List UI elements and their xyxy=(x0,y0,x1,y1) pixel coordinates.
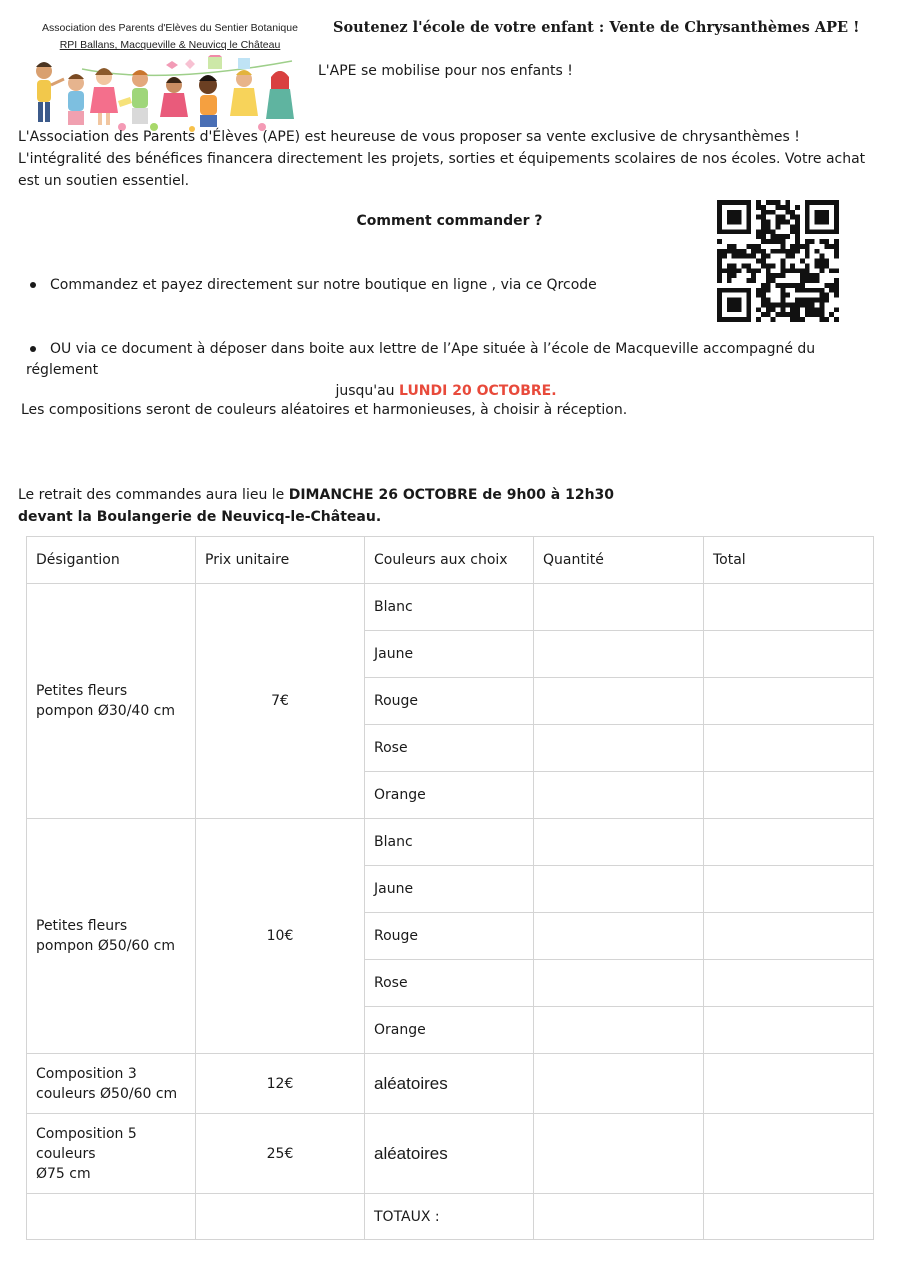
color-cell: Rose xyxy=(365,960,534,1007)
child-figure-4 xyxy=(118,70,148,124)
association-line-2: RPI Ballans, Macqueville & Neuvicq le Château xyxy=(59,39,281,51)
pickup-prefix: Le retrait des commandes aura lieu le xyxy=(18,487,289,503)
total-cell[interactable] xyxy=(704,819,874,866)
order-online-item xyxy=(26,277,597,293)
header-designation: Désigantion xyxy=(27,537,196,584)
quantity-cell[interactable] xyxy=(534,631,704,678)
quantity-cell[interactable] xyxy=(534,913,704,960)
empty-cell xyxy=(27,1194,196,1240)
intro-text xyxy=(18,126,878,192)
color-cell: Rouge xyxy=(365,913,534,960)
header-unit-price: Prix unitaire xyxy=(196,537,365,584)
total-cell[interactable] xyxy=(704,772,874,819)
quantity-cell[interactable] xyxy=(534,819,704,866)
page-title: Soutenez l'école de votre enfant : Vente de Chrysanthèmes APE ! xyxy=(333,19,860,36)
designation-cell: Petites fleurs pompon Ø50/60 cm xyxy=(27,819,196,1054)
how-to-order-heading: Comment commander ? xyxy=(356,213,543,229)
designation-cell: Composition 3 couleurs Ø50/60 cm xyxy=(27,1054,196,1114)
total-cell[interactable] xyxy=(704,1114,874,1194)
child-figure-7 xyxy=(230,70,258,116)
total-cell[interactable] xyxy=(704,1007,874,1054)
child-figure-5 xyxy=(160,77,188,117)
bullet-icon xyxy=(30,346,36,352)
table-row xyxy=(27,1054,874,1114)
quantity-cell[interactable] xyxy=(534,678,704,725)
color-cell: Jaune xyxy=(365,866,534,913)
quantity-cell[interactable] xyxy=(534,1007,704,1054)
header-quantity: Quantité xyxy=(534,537,704,584)
pickup-info xyxy=(18,484,614,528)
designation-cell: Petites fleurs pompon Ø30/40 cm xyxy=(27,584,196,819)
children-illustration xyxy=(22,55,314,133)
quantity-cell[interactable] xyxy=(534,1114,704,1194)
quantity-cell[interactable] xyxy=(534,772,704,819)
price-cell: 12€ xyxy=(196,1054,365,1114)
color-cell: Rouge xyxy=(365,678,534,725)
total-cell[interactable] xyxy=(704,960,874,1007)
total-cell[interactable] xyxy=(704,725,874,772)
qr-code-icon xyxy=(717,200,839,322)
totals-row xyxy=(27,1194,874,1240)
child-figure-8 xyxy=(266,71,294,119)
total-cell[interactable] xyxy=(704,584,874,631)
total-cell[interactable] xyxy=(704,913,874,960)
table-header-row xyxy=(27,537,874,584)
quantity-cell[interactable] xyxy=(534,584,704,631)
color-cell: Blanc xyxy=(365,584,534,631)
association-name xyxy=(30,20,310,54)
intro-line-1: L'Association des Parents d'Élèves (APE) est heureuse de vous proposer sa vente exclusive de chrysanthèmes ! xyxy=(18,129,800,145)
intro-line-2: L'intégralité des bénéfices financera directement les projets, sorties et équipements scolaires de nos écoles. Votre achat est un soutien essentiel. xyxy=(18,151,866,189)
child-figure-3 xyxy=(90,68,118,125)
quantity-cell[interactable] xyxy=(534,866,704,913)
color-cell: Jaune xyxy=(365,631,534,678)
grand-total-cell[interactable] xyxy=(704,1194,874,1240)
deadline-prefix: jusqu'au xyxy=(335,383,400,399)
compositions-note: Les compositions seront de couleurs aléatoires et harmonieuses, à choisir à réception. xyxy=(21,402,628,418)
price-cell: 10€ xyxy=(196,819,365,1054)
total-cell[interactable] xyxy=(704,678,874,725)
order-online-text: Commandez et payez directement sur notre boutique en ligne , via ce Qrcode xyxy=(50,277,597,293)
order-paper-text: OU via ce document à déposer dans boite aux lettre de l’Ape située à l’école de Macqueville accompagné du réglement xyxy=(26,341,816,378)
child-figure-2 xyxy=(68,74,84,125)
total-cell[interactable] xyxy=(704,1054,874,1114)
total-cell[interactable] xyxy=(704,866,874,913)
child-figure-1 xyxy=(36,62,64,122)
table-row xyxy=(27,584,874,631)
quantity-cell[interactable] xyxy=(534,1054,704,1114)
child-figure-6 xyxy=(199,75,217,127)
order-table xyxy=(26,536,874,1240)
color-cell: Rose xyxy=(365,725,534,772)
bullet-icon xyxy=(30,282,36,288)
empty-cell xyxy=(196,1194,365,1240)
pickup-place: devant la Boulangerie de Neuvicq-le-Château. xyxy=(18,509,382,525)
designation-cell: Composition 5 couleurs Ø75 cm xyxy=(27,1114,196,1194)
table-row xyxy=(27,819,874,866)
quantity-cell[interactable] xyxy=(534,725,704,772)
total-cell[interactable] xyxy=(704,631,874,678)
order-paper-item xyxy=(26,339,886,402)
header-colors: Couleurs aux choix xyxy=(365,537,534,584)
header-total: Total xyxy=(704,537,874,584)
order-deadline-line xyxy=(26,381,886,402)
price-cell: 25€ xyxy=(196,1114,365,1194)
quantity-cell[interactable] xyxy=(534,960,704,1007)
pickup-date: DIMANCHE 26 OCTOBRE de 9h00 à 12h30 xyxy=(288,487,615,503)
color-cell: Orange xyxy=(365,772,534,819)
color-cell: aléatoires xyxy=(365,1114,534,1194)
color-cell: aléatoires xyxy=(365,1054,534,1114)
color-cell: Orange xyxy=(365,1007,534,1054)
price-cell: 7€ xyxy=(196,584,365,819)
table-row xyxy=(27,1114,874,1194)
deadline-date: LUNDI 20 OCTOBRE. xyxy=(399,383,557,399)
totals-label: TOTAUX : xyxy=(365,1194,534,1240)
subtitle: L'APE se mobilise pour nos enfants ! xyxy=(318,63,573,79)
color-cell: Blanc xyxy=(365,819,534,866)
total-quantity-cell[interactable] xyxy=(534,1194,704,1240)
association-line-1: Association des Parents d'Elèves du Sentier Botanique xyxy=(42,22,298,34)
garland-icon xyxy=(82,55,292,75)
